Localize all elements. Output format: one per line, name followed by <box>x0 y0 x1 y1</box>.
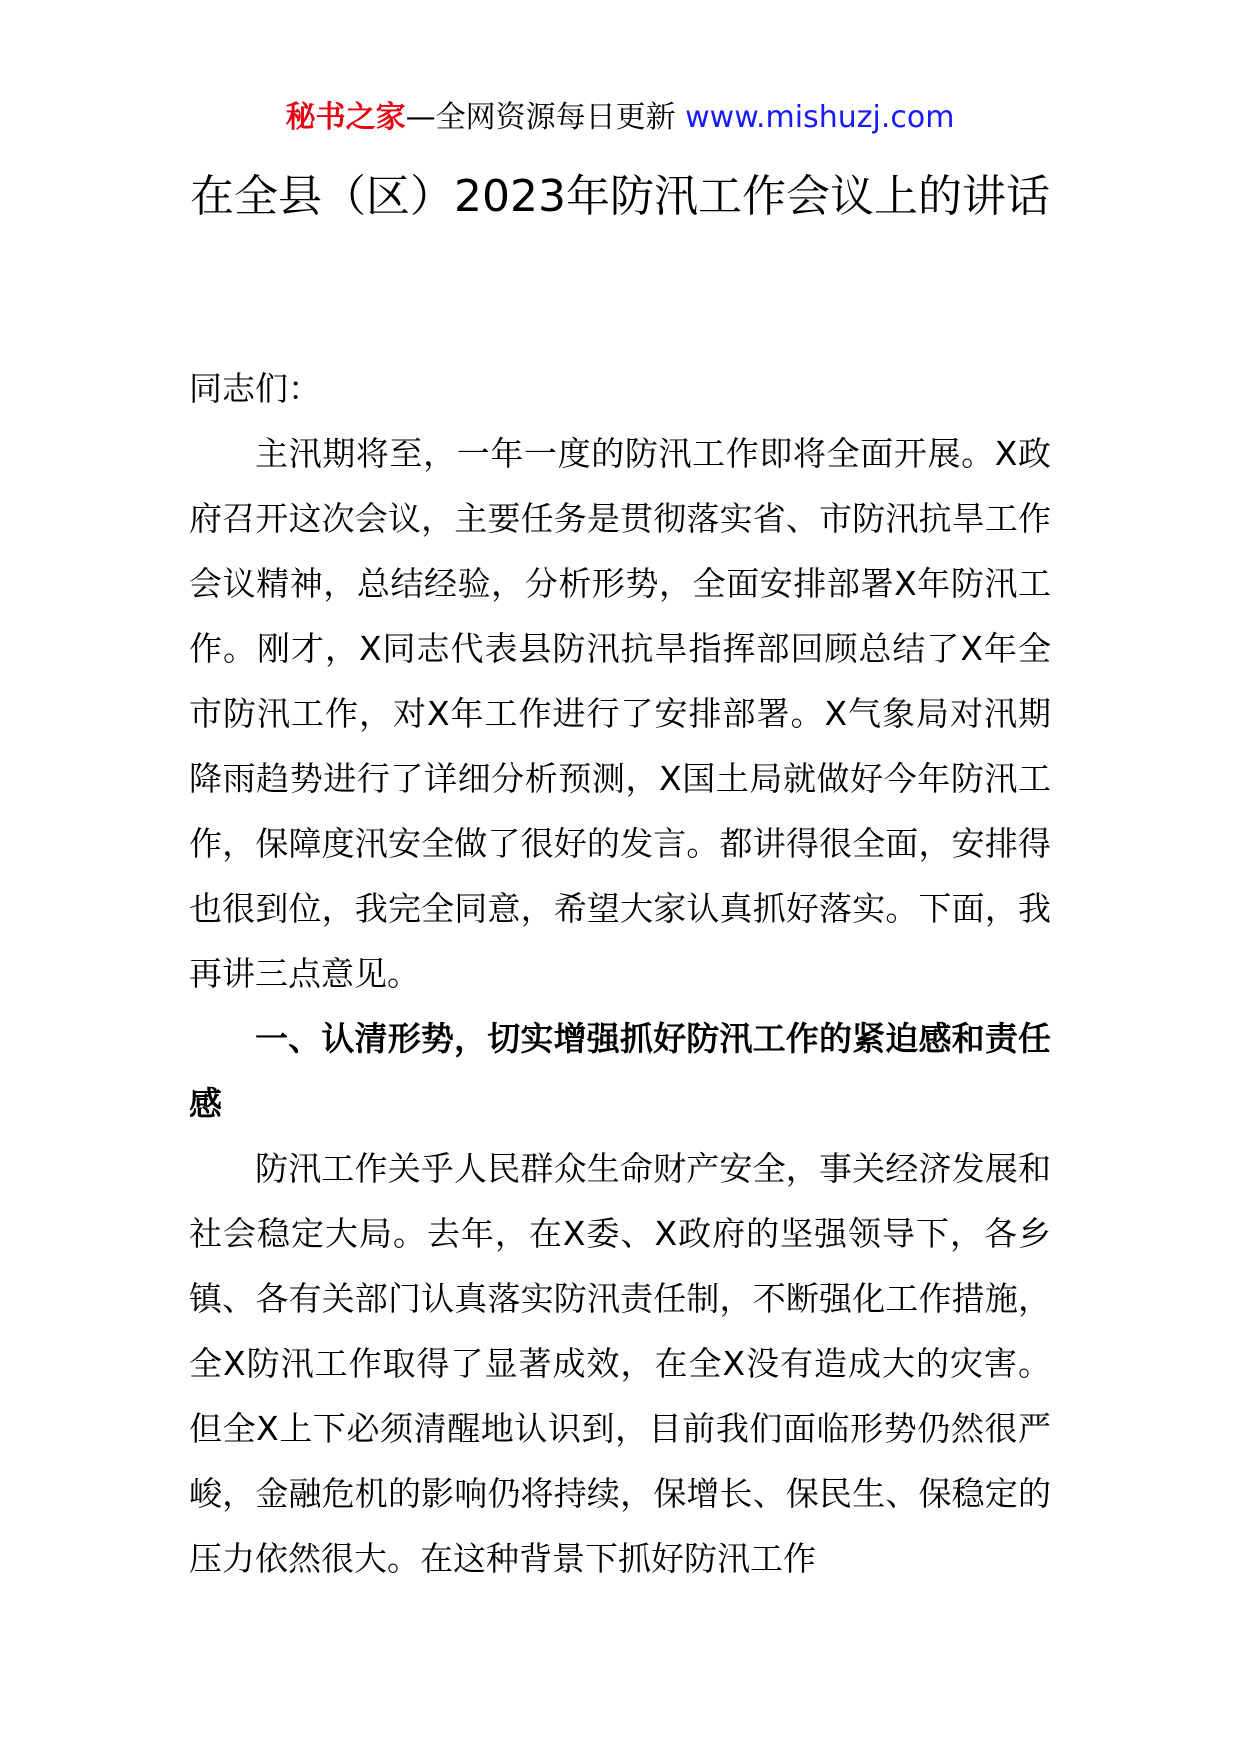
paragraph: 主汛期将至，一年一度的防汛工作即将全面开展。X政府召开这次会议，主要任务是贯彻落实省、市防汛抗旱工作会议精神，总结经验，分析形势，全面安排部署X年防汛工作。刚才，X同志代表县防汛抗旱指挥部回顾总结了X年全市防汛工作，对X年工作进行了安排部署。X气象局对汛期降雨趋势进行了详细分析预测，X国土局就做好今年防汛工作，保障度汛安全做了很好的发言。都讲得很全面，安排得也很到位，我完全同意，希望大家认真抓好落实。下面，我再讲三点意见。 <box>189 434 1051 993</box>
document-body <box>189 356 1051 1591</box>
site-header <box>0 98 1240 138</box>
document-title: 在全县（区）2023年防汛工作会议上的讲话 <box>190 171 1050 222</box>
paragraph: 防汛工作关乎人民群众生命财产安全，事关经济发展和社会稳定大局。去年，在X委、X政府的坚强领导下，各乡镇、各有关部门认真落实防汛责任制，不断强化工作措施，全X防汛工作取得了显著成效，在全X没有造成大的灾害。但全X上下必须清醒地认识到，目前我们面临形势仍然很严峻，金融危机的影响仍将持续，保增长、保民生、保稳定的压力依然很大。在这种背景下抓好防汛工作 <box>189 1149 1051 1578</box>
section-heading: 一、认清形势，切实增强抓好防汛工作的紧迫感和责任感 <box>189 1019 1051 1123</box>
brand-name: 秘书之家 <box>285 100 406 135</box>
header-slogan: —全网资源每日更新 <box>405 100 676 135</box>
site-url-link[interactable]: www.mishuzj.com <box>685 100 955 135</box>
salutation: 同志们： <box>189 369 321 408</box>
